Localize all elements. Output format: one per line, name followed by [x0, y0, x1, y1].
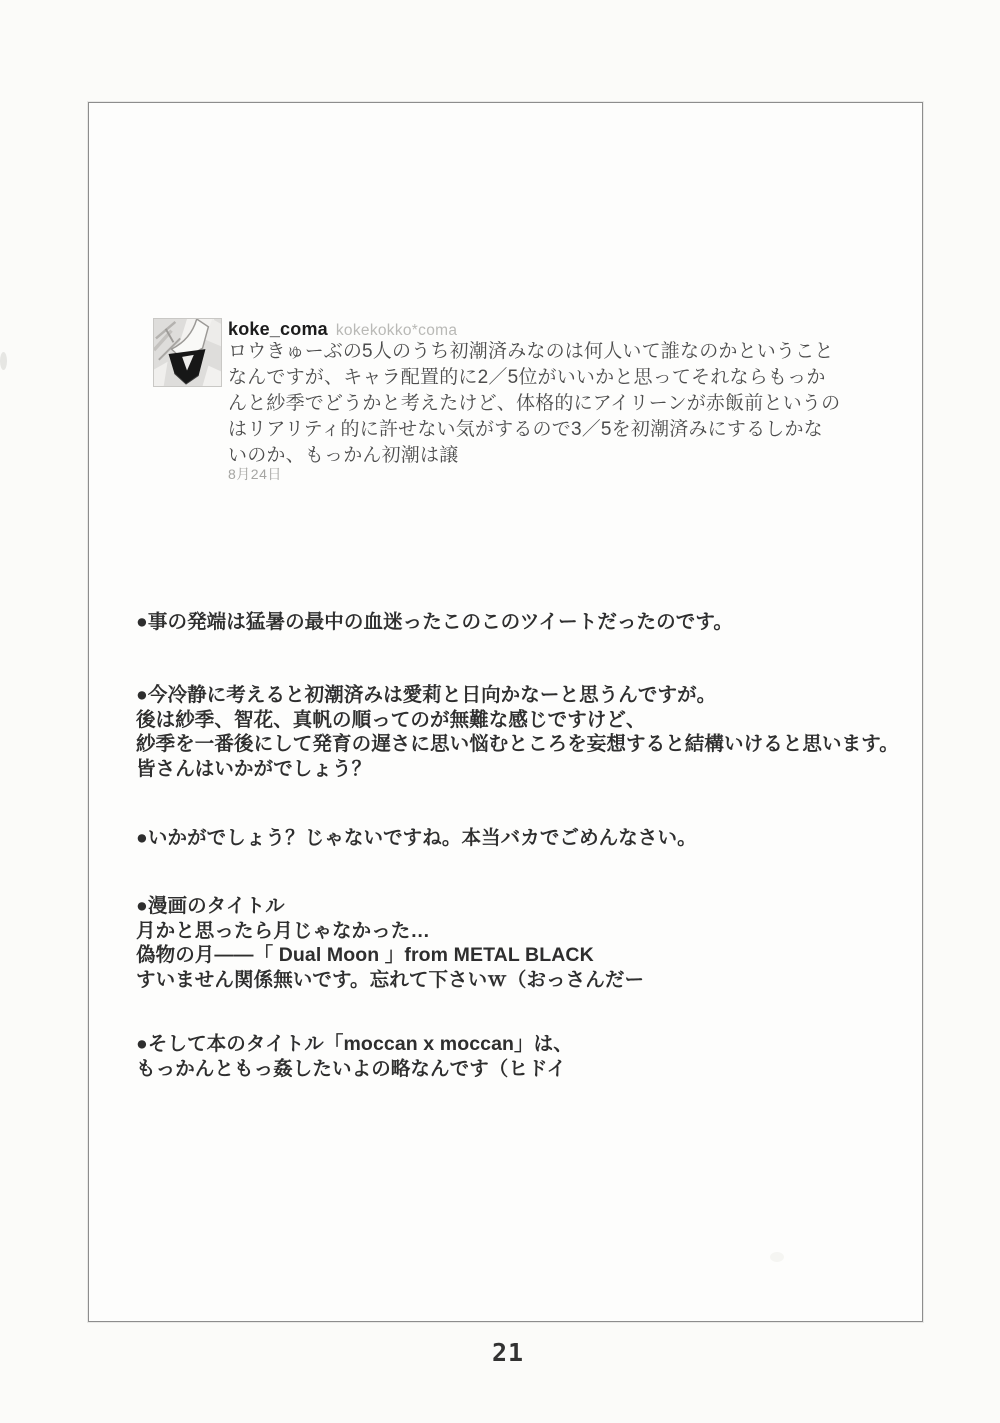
note-line: 紗季を一番後にして発育の遅さに思い悩むところを妄想すると結構いけると思います。	[136, 733, 899, 755]
tweet-line: はリアリティ的に許せない気がするので3／5を初潮済みにするしかな	[228, 419, 823, 440]
note-line: ●事の発端は猛暑の最中の血迷ったこのこのツイートだったのです。	[136, 611, 733, 633]
note-line: すいません関係無いです。忘れて下さいｗ（おっさんだー	[136, 968, 645, 991]
tweet-username: koke_coma	[228, 319, 328, 339]
tweet-avatar-image	[153, 318, 222, 387]
note-line: ●漫画のタイトル	[136, 895, 285, 917]
note-line: 皆さんはいかがでしょう？	[136, 757, 372, 780]
note-paragraph	[136, 1032, 916, 1081]
note-line: 月かと思ったら月じゃなかった…	[136, 919, 431, 942]
note-line: ●いかがでしょう？じゃないですね。本当バカでごめんなさい。	[136, 827, 697, 849]
note-paragraph	[136, 894, 916, 992]
note-paragraph	[136, 826, 916, 851]
tweet-handle: kokekokko*coma	[335, 322, 458, 339]
note-line: ●そして本のタイトル「moccan x moccan」は、	[136, 1033, 573, 1055]
tweet-line: んと紗季でどうかと考えたけど、体格的にアイリーンが赤飯前というの	[228, 393, 841, 414]
note-paragraph	[136, 610, 916, 635]
note-paragraph	[136, 683, 916, 781]
note-line: 後は紗季、智花、真帆の順ってのが無難な感じですけど、	[136, 708, 646, 731]
tweet-text	[228, 339, 848, 469]
tweet-header	[228, 319, 457, 340]
note-line: ●今冷静に考えると初潮済みは愛莉と日向かなーと思うんですが。	[136, 684, 717, 706]
note-line: もっかんともっ姦したいよの略なんです（ヒドイ	[136, 1057, 567, 1080]
page-number: 21	[491, 1338, 525, 1367]
tweet-line: ロウきゅーぶの5人のうち初潮済みなのは何人いて誰なのかということ	[228, 341, 834, 362]
tweet-line: なんですが、キャラ配置的に2／5位がいいかと思ってそれならもっか	[228, 367, 826, 388]
manga-crop-avatar-icon	[154, 319, 221, 386]
tweet-timestamp: 8月24日	[228, 466, 282, 482]
scan-speck	[0, 352, 7, 370]
note-line: 偽物の月――「 Dual Moon 」from METAL BLACK	[136, 944, 594, 966]
scan-speck	[770, 1252, 784, 1262]
tweet-line: いのか、もっかん初潮は譲	[228, 445, 459, 466]
